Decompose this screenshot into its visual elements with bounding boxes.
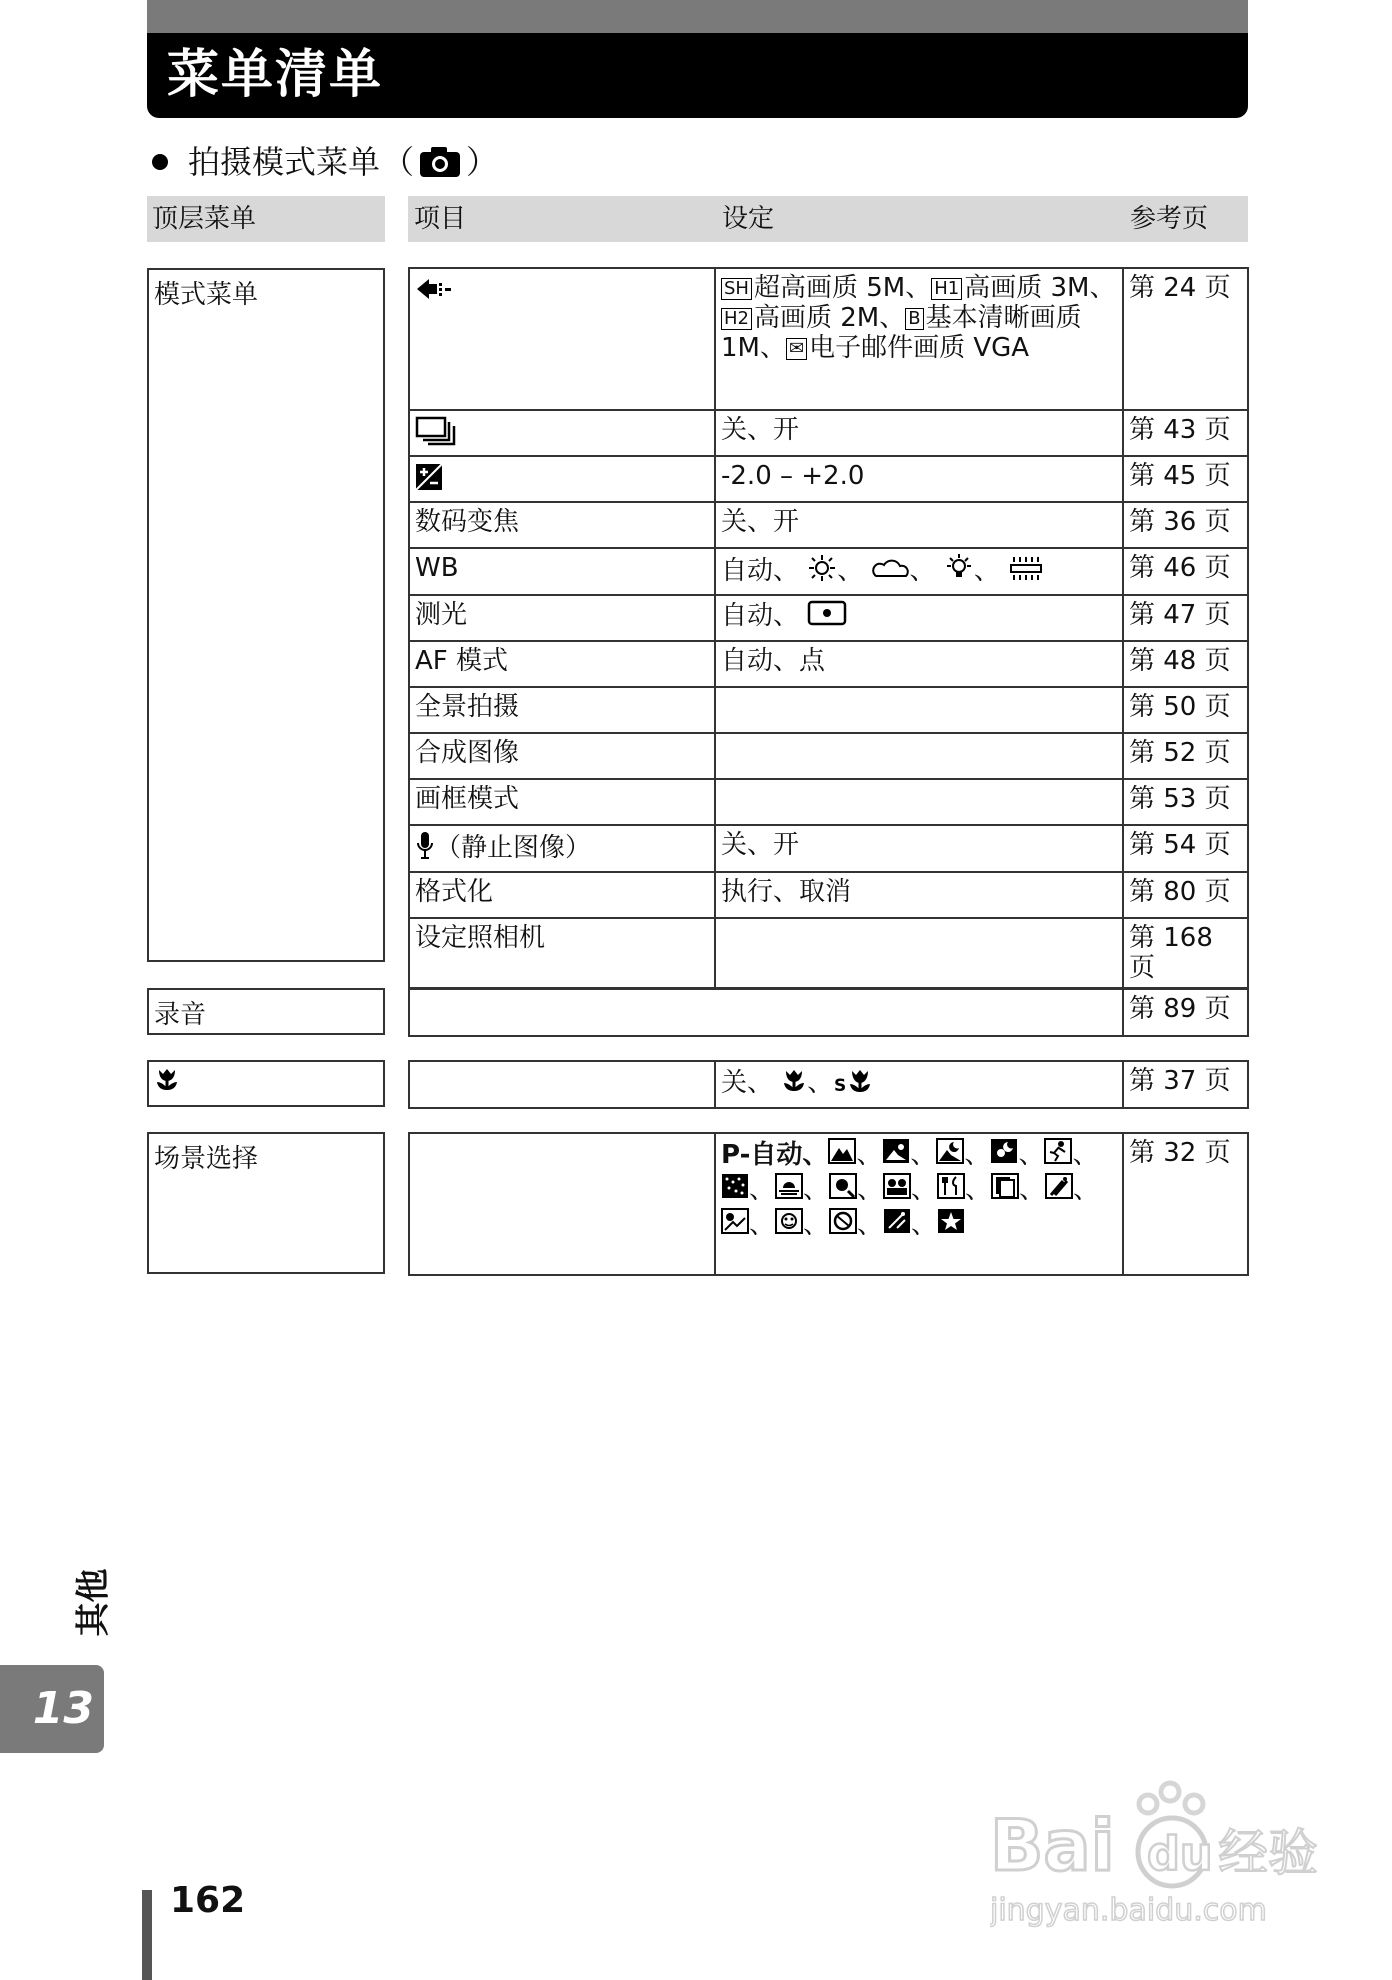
sunny-icon <box>807 554 837 589</box>
ref-cell: 第 53 页 <box>1123 779 1248 825</box>
header-ref: 参考页 <box>1130 204 1209 234</box>
page-number: 162 <box>170 1880 246 1921</box>
ref-cell: 第 52 页 <box>1123 733 1248 779</box>
setting-text: 高画质 3M、 <box>964 273 1116 303</box>
landscape-icon <box>828 1138 856 1173</box>
candle-icon <box>1045 1173 1073 1208</box>
star-icon <box>937 1208 965 1243</box>
item-cell: WB <box>409 548 715 595</box>
mode-menu-label: 模式菜单 <box>154 280 259 310</box>
item-cell: 合成图像 <box>409 733 715 779</box>
h2-badge: H2 <box>721 308 752 330</box>
item-cell: 画框模式 <box>409 779 715 825</box>
table-row <box>409 410 1248 456</box>
item-cell <box>409 268 715 410</box>
header-top-label: 顶层菜单 <box>152 204 257 234</box>
mode-menu-table <box>408 267 1249 989</box>
image-quality-icon <box>415 273 455 303</box>
top-gray-bar <box>147 0 1248 33</box>
svg-text:Bai: Bai <box>990 1805 1115 1887</box>
mail-badge: ✉ <box>786 338 807 360</box>
setting-text: 高画质 2M、 <box>754 303 906 333</box>
paren-close: ） <box>466 143 499 181</box>
landscape-portrait-icon <box>882 1138 910 1173</box>
document-icon <box>991 1173 1019 1208</box>
scene-label: 场景选择 <box>154 1144 259 1174</box>
ref-cell: 第 89 页 <box>1123 989 1248 1036</box>
ref-cell: 第 37 页 <box>1123 1061 1248 1108</box>
setting-text: 超高画质 5M、 <box>753 273 932 303</box>
ref-cell: 第 43 页 <box>1123 410 1248 456</box>
item-cell: AF 模式 <box>409 641 715 687</box>
kids-icon <box>775 1208 803 1243</box>
cuisine-icon <box>937 1173 965 1208</box>
page-title: 菜单清单 <box>147 33 1248 118</box>
self-portrait-icon <box>829 1173 857 1208</box>
sport-icon <box>1044 1138 1072 1173</box>
ref-cell: 第 46 页 <box>1123 548 1248 595</box>
macro-icon <box>154 1066 180 1099</box>
baidu-watermark-logo <box>990 1770 1320 1930</box>
setting-cell <box>715 1133 1123 1275</box>
h1-badge: H1 <box>931 278 962 300</box>
group-record <box>147 988 385 1035</box>
item-cell: 设定照相机 <box>409 918 715 988</box>
setting-cell: 关、开 <box>715 410 1123 456</box>
record-table <box>408 988 1249 1037</box>
setting-cell: -2.0 – +2.0 <box>715 456 1123 502</box>
item-cell <box>409 456 715 502</box>
ref-cell: 第 50 页 <box>1123 687 1248 733</box>
table-row <box>409 595 1248 641</box>
b-badge: B <box>905 308 923 330</box>
setting-cell <box>715 268 1123 410</box>
setting-cell <box>715 918 1123 988</box>
macro-icon <box>781 1067 807 1100</box>
svg-text:经验: 经验 <box>1218 1824 1318 1882</box>
setting-cell <box>715 595 1123 641</box>
night-portrait-icon <box>990 1138 1018 1173</box>
svg-text:du: du <box>1147 1827 1213 1881</box>
camera-icon <box>418 145 462 179</box>
table-row <box>409 989 1248 1036</box>
record-label: 录音 <box>154 1000 207 1030</box>
chapter-tab: 13 <box>0 1665 104 1753</box>
empty-cell <box>409 1061 715 1108</box>
item-cell <box>409 410 715 456</box>
setting-cell <box>715 687 1123 733</box>
table-row <box>409 918 1248 988</box>
cloudy-icon <box>872 556 910 587</box>
museum-icon <box>721 1208 749 1243</box>
table-row <box>409 268 1248 410</box>
setting-text: 电子邮件画质 VGA <box>809 333 1030 363</box>
ref-cell: 第 168 页 <box>1123 918 1248 988</box>
svg-text:jingyan.baidu.com: jingyan.baidu.com <box>990 1893 1267 1928</box>
table-row <box>409 825 1248 872</box>
ref-cell: 第 47 页 <box>1123 595 1248 641</box>
setting-text: 自动、 <box>721 556 800 586</box>
setting-cell: 自动、点 <box>715 641 1123 687</box>
table-row <box>409 779 1248 825</box>
scene-icons: 、 、 、 、 、、 、 、 、 、 、 、、 、 、 、 <box>721 1140 1099 1240</box>
page-number-bar <box>142 1890 152 1980</box>
table-row <box>409 456 1248 502</box>
ref-cell: 第 54 页 <box>1123 825 1248 872</box>
empty-cell <box>409 989 1123 1036</box>
table-row <box>409 502 1248 548</box>
setting-cell: 自动、 、 、 、 <box>715 548 1123 595</box>
item-cell: 数码变焦 <box>409 502 715 548</box>
header-row <box>408 196 1248 242</box>
bullet-icon <box>152 154 168 170</box>
side-section-label: 其他 <box>73 1568 114 1637</box>
super-macro-icon <box>833 1066 873 1101</box>
fireworks-icon <box>883 1208 911 1243</box>
scene-table <box>408 1132 1249 1276</box>
item-text: （静止图像） <box>435 833 592 863</box>
sh-badge: SH <box>721 278 752 300</box>
group-mode-menu <box>147 268 385 962</box>
setting-cell <box>715 779 1123 825</box>
table-row <box>409 1133 1248 1275</box>
microphone-icon <box>415 830 435 867</box>
table-row <box>409 1061 1248 1108</box>
scene-program-auto: P-自动、 <box>721 1140 829 1170</box>
header-setting: 设定 <box>722 204 775 234</box>
table-row <box>409 733 1248 779</box>
night-scene-icon <box>936 1138 964 1173</box>
behind-glass-icon <box>883 1173 911 1208</box>
setting-text: 关、 <box>721 1068 774 1098</box>
table-row <box>409 687 1248 733</box>
item-cell: 全景拍摄 <box>409 687 715 733</box>
table-row <box>409 548 1248 595</box>
table-row <box>409 872 1248 918</box>
group-macro <box>147 1060 385 1107</box>
exposure-compensation-icon <box>415 461 443 491</box>
group-scene <box>147 1132 385 1274</box>
item-cell: 测光 <box>409 595 715 641</box>
item-cell <box>409 825 715 872</box>
setting-cell: 执行、取消 <box>715 872 1123 918</box>
sequential-shooting-icon <box>415 415 457 445</box>
ref-cell: 第 32 页 <box>1123 1133 1248 1275</box>
svg-text:S: S <box>834 1076 847 1094</box>
ref-cell: 第 24 页 <box>1123 268 1248 410</box>
separator-text: 、 <box>807 1068 834 1098</box>
beach-icon <box>829 1208 857 1243</box>
tungsten-icon <box>944 553 974 590</box>
empty-cell <box>409 1133 715 1275</box>
section-heading <box>152 140 500 184</box>
table-row <box>409 641 1248 687</box>
ref-cell: 第 48 页 <box>1123 641 1248 687</box>
macro-table <box>408 1060 1249 1109</box>
setting-text: 自动、 <box>721 601 800 631</box>
sunset-icon <box>775 1173 803 1208</box>
header-top-menu <box>147 196 385 242</box>
item-cell: 格式化 <box>409 872 715 918</box>
ref-cell: 第 45 页 <box>1123 456 1248 502</box>
setting-cell <box>715 1061 1123 1108</box>
paren-open: （ <box>382 143 415 181</box>
setting-cell: 关、开 <box>715 502 1123 548</box>
header-item: 项目 <box>414 204 467 234</box>
spot-metering-icon <box>807 600 847 633</box>
section-label: 拍摄模式菜单 <box>188 143 381 181</box>
setting-text: 基本清晰画质 1M、 <box>721 303 1082 363</box>
fluorescent-icon <box>1008 555 1044 588</box>
ref-cell: 第 80 页 <box>1123 872 1248 918</box>
setting-cell: 关、开 <box>715 825 1123 872</box>
ref-cell: 第 36 页 <box>1123 502 1248 548</box>
indoor-icon <box>721 1173 749 1208</box>
setting-cell <box>715 733 1123 779</box>
